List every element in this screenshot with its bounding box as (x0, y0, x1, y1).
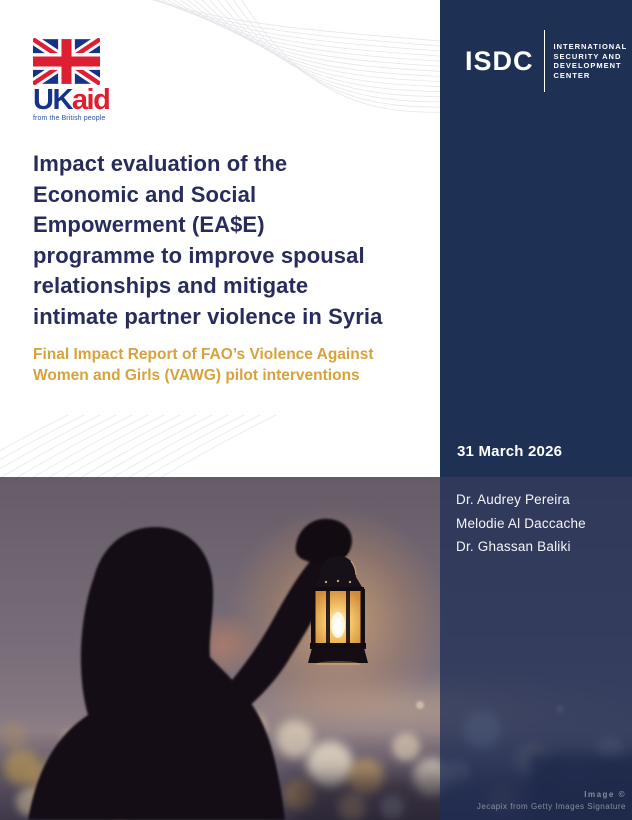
ukaid-wordmark (33, 84, 173, 116)
author-name: Dr. Ghassan Baliki (456, 539, 571, 554)
title-line: intimate partner violence in Syria (33, 303, 383, 329)
ukaid-logo (33, 38, 173, 122)
ukaid-aid-text: aid (71, 84, 110, 116)
isdc-logo (465, 30, 627, 92)
title-line: Impact evaluation of the (33, 151, 288, 176)
union-jack-flag-icon (33, 38, 100, 85)
isdc-name-line: CENTER (553, 70, 591, 80)
ukaid-uk-text: UK (33, 84, 72, 116)
isdc-full-name (554, 42, 628, 80)
isdc-name-line: DEVELOPMENT (553, 61, 622, 70)
title-line: programme to improve spousal (33, 242, 365, 268)
ukaid-tagline: from the British people (33, 115, 106, 122)
image-credit-line1: Image © (584, 790, 626, 799)
title-line: Empowerment (EA$E) (33, 212, 265, 237)
author-list (440, 477, 632, 559)
isdc-acronym: ISDC (465, 45, 534, 76)
image-credit-line2: Jecapix from Getty Images Signature (476, 802, 626, 811)
report-title (33, 149, 439, 332)
subtitle-line: Final Impact Report of FAO’s Violence Against (33, 346, 374, 363)
isdc-name-line: INTERNATIONAL (553, 42, 628, 51)
isdc-logo-divider (544, 30, 545, 92)
author-name: Melodie Al Daccache (456, 515, 586, 531)
decorative-waves-bottom (0, 415, 310, 477)
title-line: relationships and mitigate (33, 273, 309, 298)
subtitle-line: Women and Girls (VAWG) pilot interventions (33, 366, 360, 384)
isdc-name-line: SECURITY AND (553, 51, 622, 61)
image-credit (477, 789, 626, 813)
right-overlay (440, 477, 632, 820)
report-subtitle (33, 345, 439, 386)
lantern-icon (302, 535, 374, 665)
left-panel (0, 0, 440, 477)
author-name: Dr. Audrey Pereira (456, 492, 570, 507)
right-column (440, 0, 632, 477)
publication-date: 31 March 2026 (457, 443, 563, 460)
title-line: Economic and Social (33, 181, 257, 207)
